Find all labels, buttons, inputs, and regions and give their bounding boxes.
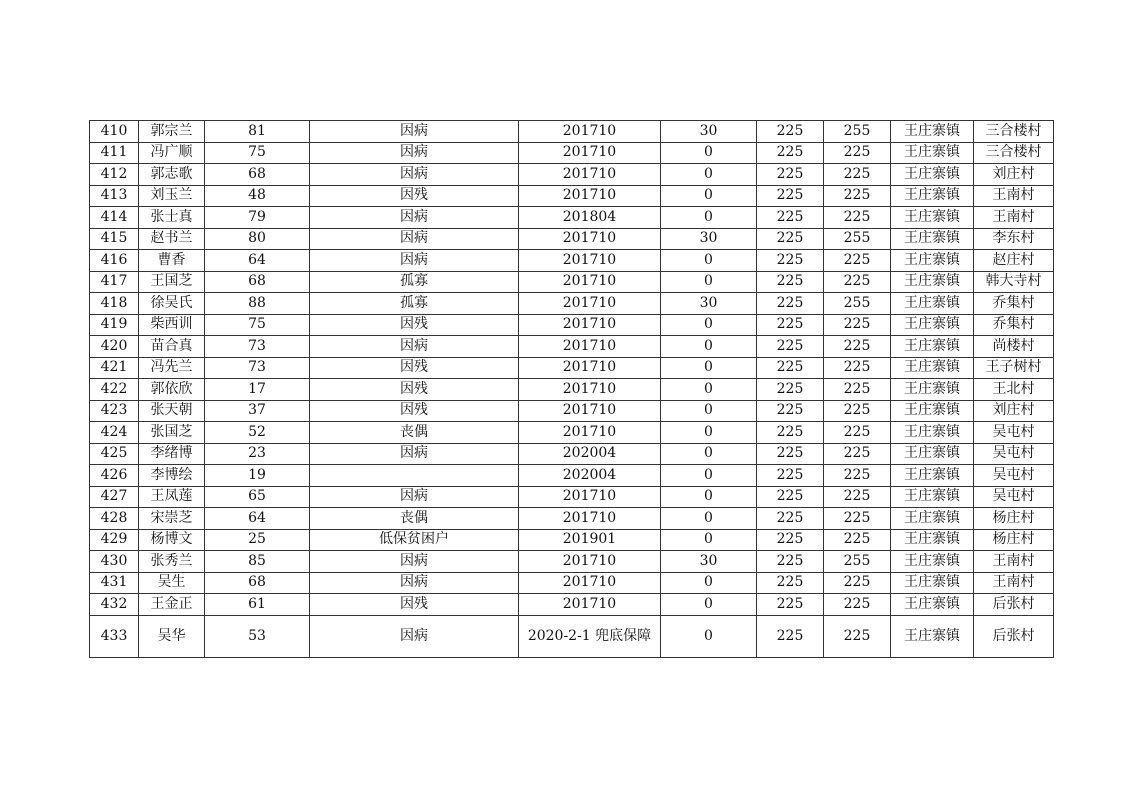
reason-cell: 丧偶 [310, 422, 519, 444]
reason-cell: 因病 [310, 142, 519, 164]
table-row [90, 121, 1054, 143]
total-amount-cell: 225 [824, 465, 891, 487]
age-cell: 17 [205, 379, 310, 401]
total-amount-cell: 225 [824, 594, 891, 616]
base-amount-cell: 225 [757, 293, 824, 315]
total-amount-cell: 225 [824, 250, 891, 272]
age-cell: 75 [205, 314, 310, 336]
date-cell: 201804 [519, 207, 661, 229]
row-number: 424 [90, 422, 139, 444]
extra-amount-cell: 0 [661, 142, 757, 164]
age-cell: 64 [205, 508, 310, 530]
reason-cell: 因残 [310, 314, 519, 336]
age-cell: 68 [205, 271, 310, 293]
extra-amount-cell: 0 [661, 164, 757, 186]
name-cell: 曹香 [139, 250, 205, 272]
name-cell: 苗合真 [139, 336, 205, 358]
total-amount-cell: 225 [824, 314, 891, 336]
date-cell: 201710 [519, 164, 661, 186]
row-number: 418 [90, 293, 139, 315]
age-cell: 52 [205, 422, 310, 444]
town-cell: 王庄寨镇 [891, 572, 974, 594]
name-cell: 徐吴氏 [139, 293, 205, 315]
table-row [90, 443, 1054, 465]
age-cell: 68 [205, 572, 310, 594]
age-cell: 65 [205, 486, 310, 508]
age-cell: 25 [205, 529, 310, 551]
base-amount-cell: 225 [757, 207, 824, 229]
village-cell: 王南村 [974, 207, 1054, 229]
base-amount-cell: 225 [757, 314, 824, 336]
base-amount-cell: 225 [757, 379, 824, 401]
records-table [89, 120, 1054, 658]
name-cell: 柴西训 [139, 314, 205, 336]
row-number: 431 [90, 572, 139, 594]
row-number: 427 [90, 486, 139, 508]
age-cell: 53 [205, 615, 310, 657]
total-amount-cell: 225 [824, 400, 891, 422]
extra-amount-cell: 0 [661, 465, 757, 487]
reason-cell: 因病 [310, 336, 519, 358]
total-amount-cell: 225 [824, 336, 891, 358]
age-cell: 19 [205, 465, 310, 487]
date-cell: 201710 [519, 508, 661, 530]
date-cell: 202004 [519, 443, 661, 465]
village-cell: 王子树村 [974, 357, 1054, 379]
table-body [90, 121, 1054, 658]
town-cell: 王庄寨镇 [891, 615, 974, 657]
town-cell: 王庄寨镇 [891, 551, 974, 573]
age-cell: 61 [205, 594, 310, 616]
total-amount-cell: 225 [824, 422, 891, 444]
table-row [90, 594, 1054, 616]
reason-cell: 因病 [310, 228, 519, 250]
village-cell: 吴屯村 [974, 443, 1054, 465]
reason-cell: 因病 [310, 164, 519, 186]
date-cell: 201710 [519, 314, 661, 336]
village-cell: 王北村 [974, 379, 1054, 401]
table-row [90, 185, 1054, 207]
date-cell: 201710 [519, 250, 661, 272]
reason-cell: 因病 [310, 250, 519, 272]
table-row [90, 293, 1054, 315]
base-amount-cell: 225 [757, 594, 824, 616]
name-cell: 冯先兰 [139, 357, 205, 379]
total-amount-cell: 225 [824, 615, 891, 657]
table-row [90, 357, 1054, 379]
town-cell: 王庄寨镇 [891, 185, 974, 207]
row-number: 432 [90, 594, 139, 616]
base-amount-cell: 225 [757, 529, 824, 551]
total-amount-cell: 225 [824, 508, 891, 530]
extra-amount-cell: 0 [661, 572, 757, 594]
town-cell: 王庄寨镇 [891, 529, 974, 551]
age-cell: 73 [205, 357, 310, 379]
base-amount-cell: 225 [757, 250, 824, 272]
table-row [90, 486, 1054, 508]
town-cell: 王庄寨镇 [891, 164, 974, 186]
row-number: 422 [90, 379, 139, 401]
extra-amount-cell: 0 [661, 422, 757, 444]
name-cell: 郭宗兰 [139, 121, 205, 143]
date-cell: 201710 [519, 271, 661, 293]
village-cell: 王南村 [974, 551, 1054, 573]
town-cell: 王庄寨镇 [891, 336, 974, 358]
name-cell: 杨博文 [139, 529, 205, 551]
base-amount-cell: 225 [757, 465, 824, 487]
total-amount-cell: 225 [824, 164, 891, 186]
town-cell: 王庄寨镇 [891, 250, 974, 272]
base-amount-cell: 225 [757, 486, 824, 508]
date-cell: 201710 [519, 551, 661, 573]
reason-cell: 因病 [310, 572, 519, 594]
total-amount-cell: 225 [824, 572, 891, 594]
town-cell: 王庄寨镇 [891, 271, 974, 293]
reason-cell: 低保贫困户 [310, 529, 519, 551]
reason-cell: 因残 [310, 185, 519, 207]
base-amount-cell: 225 [757, 121, 824, 143]
row-number: 430 [90, 551, 139, 573]
town-cell: 王庄寨镇 [891, 357, 974, 379]
town-cell: 王庄寨镇 [891, 400, 974, 422]
town-cell: 王庄寨镇 [891, 207, 974, 229]
row-number: 423 [90, 400, 139, 422]
reason-cell: 因病 [310, 615, 519, 657]
name-cell: 张天朝 [139, 400, 205, 422]
reason-cell: 孤寡 [310, 271, 519, 293]
town-cell: 王庄寨镇 [891, 508, 974, 530]
date-cell: 201710 [519, 422, 661, 444]
row-number: 414 [90, 207, 139, 229]
base-amount-cell: 225 [757, 443, 824, 465]
row-number: 411 [90, 142, 139, 164]
name-cell: 宋崇芝 [139, 508, 205, 530]
town-cell: 王庄寨镇 [891, 443, 974, 465]
date-cell: 201710 [519, 142, 661, 164]
town-cell: 王庄寨镇 [891, 486, 974, 508]
base-amount-cell: 225 [757, 551, 824, 573]
table-row [90, 164, 1054, 186]
extra-amount-cell: 0 [661, 379, 757, 401]
total-amount-cell: 255 [824, 228, 891, 250]
reason-cell: 丧偶 [310, 508, 519, 530]
name-cell: 王国芝 [139, 271, 205, 293]
extra-amount-cell: 0 [661, 400, 757, 422]
extra-amount-cell: 0 [661, 271, 757, 293]
extra-amount-cell: 0 [661, 615, 757, 657]
age-cell: 23 [205, 443, 310, 465]
village-cell: 尚楼村 [974, 336, 1054, 358]
age-cell: 64 [205, 250, 310, 272]
village-cell: 杨庄村 [974, 508, 1054, 530]
village-cell: 乔集村 [974, 314, 1054, 336]
total-amount-cell: 225 [824, 443, 891, 465]
base-amount-cell: 225 [757, 185, 824, 207]
base-amount-cell: 225 [757, 336, 824, 358]
reason-cell: 因残 [310, 400, 519, 422]
age-cell: 48 [205, 185, 310, 207]
total-amount-cell: 255 [824, 121, 891, 143]
date-cell: 201710 [519, 228, 661, 250]
base-amount-cell: 225 [757, 357, 824, 379]
extra-amount-cell: 0 [661, 594, 757, 616]
base-amount-cell: 225 [757, 615, 824, 657]
date-cell: 2020-2-1 兜底保障 [519, 615, 661, 657]
name-cell: 王金正 [139, 594, 205, 616]
village-cell: 赵庄村 [974, 250, 1054, 272]
name-cell: 李博绘 [139, 465, 205, 487]
base-amount-cell: 225 [757, 508, 824, 530]
extra-amount-cell: 0 [661, 486, 757, 508]
reason-cell: 因残 [310, 594, 519, 616]
table-row [90, 142, 1054, 164]
table-row [90, 572, 1054, 594]
extra-amount-cell: 0 [661, 357, 757, 379]
table-row [90, 336, 1054, 358]
row-number: 415 [90, 228, 139, 250]
town-cell: 王庄寨镇 [891, 314, 974, 336]
row-number: 429 [90, 529, 139, 551]
extra-amount-cell: 0 [661, 250, 757, 272]
row-number: 412 [90, 164, 139, 186]
date-cell: 201710 [519, 185, 661, 207]
age-cell: 81 [205, 121, 310, 143]
name-cell: 刘玉兰 [139, 185, 205, 207]
reason-cell: 因残 [310, 379, 519, 401]
reason-cell: 孤寡 [310, 293, 519, 315]
reason-cell: 因病 [310, 207, 519, 229]
total-amount-cell: 225 [824, 142, 891, 164]
base-amount-cell: 225 [757, 422, 824, 444]
village-cell: 吴屯村 [974, 422, 1054, 444]
reason-cell: 因病 [310, 443, 519, 465]
total-amount-cell: 225 [824, 379, 891, 401]
extra-amount-cell: 0 [661, 207, 757, 229]
row-number: 426 [90, 465, 139, 487]
age-cell: 80 [205, 228, 310, 250]
town-cell: 王庄寨镇 [891, 379, 974, 401]
town-cell: 王庄寨镇 [891, 142, 974, 164]
extra-amount-cell: 0 [661, 508, 757, 530]
village-cell: 三合楼村 [974, 121, 1054, 143]
village-cell: 后张村 [974, 615, 1054, 657]
village-cell: 吴屯村 [974, 465, 1054, 487]
name-cell: 吴华 [139, 615, 205, 657]
date-cell: 201710 [519, 594, 661, 616]
table-row [90, 508, 1054, 530]
name-cell: 李绪博 [139, 443, 205, 465]
name-cell: 张秀兰 [139, 551, 205, 573]
age-cell: 79 [205, 207, 310, 229]
age-cell: 37 [205, 400, 310, 422]
reason-cell: 因病 [310, 121, 519, 143]
table-row [90, 379, 1054, 401]
extra-amount-cell: 0 [661, 443, 757, 465]
table-row [90, 465, 1054, 487]
total-amount-cell: 225 [824, 357, 891, 379]
total-amount-cell: 225 [824, 185, 891, 207]
age-cell: 75 [205, 142, 310, 164]
extra-amount-cell: 30 [661, 551, 757, 573]
village-cell: 王南村 [974, 185, 1054, 207]
reason-cell: 因残 [310, 357, 519, 379]
date-cell: 202004 [519, 465, 661, 487]
date-cell: 201710 [519, 293, 661, 315]
town-cell: 王庄寨镇 [891, 121, 974, 143]
village-cell: 刘庄村 [974, 400, 1054, 422]
reason-cell: 因病 [310, 486, 519, 508]
table-row [90, 314, 1054, 336]
row-number: 419 [90, 314, 139, 336]
date-cell: 201710 [519, 379, 661, 401]
base-amount-cell: 225 [757, 228, 824, 250]
table-row [90, 228, 1054, 250]
name-cell: 冯广顺 [139, 142, 205, 164]
table-row [90, 207, 1054, 229]
age-cell: 68 [205, 164, 310, 186]
table-row [90, 271, 1054, 293]
total-amount-cell: 255 [824, 293, 891, 315]
row-number: 433 [90, 615, 139, 657]
village-cell: 李东村 [974, 228, 1054, 250]
table-row [90, 250, 1054, 272]
name-cell: 赵书兰 [139, 228, 205, 250]
row-number: 421 [90, 357, 139, 379]
town-cell: 王庄寨镇 [891, 422, 974, 444]
base-amount-cell: 225 [757, 572, 824, 594]
age-cell: 73 [205, 336, 310, 358]
date-cell: 201901 [519, 529, 661, 551]
date-cell: 201710 [519, 121, 661, 143]
total-amount-cell: 225 [824, 486, 891, 508]
village-cell: 乔集村 [974, 293, 1054, 315]
extra-amount-cell: 0 [661, 529, 757, 551]
village-cell: 韩大寺村 [974, 271, 1054, 293]
base-amount-cell: 225 [757, 164, 824, 186]
row-number: 425 [90, 443, 139, 465]
village-cell: 三合楼村 [974, 142, 1054, 164]
name-cell: 郭志歌 [139, 164, 205, 186]
village-cell: 后张村 [974, 594, 1054, 616]
row-number: 417 [90, 271, 139, 293]
age-cell: 88 [205, 293, 310, 315]
base-amount-cell: 225 [757, 142, 824, 164]
reason-cell: 因病 [310, 551, 519, 573]
base-amount-cell: 225 [757, 271, 824, 293]
extra-amount-cell: 0 [661, 314, 757, 336]
date-cell: 201710 [519, 400, 661, 422]
row-number: 420 [90, 336, 139, 358]
extra-amount-cell: 0 [661, 336, 757, 358]
row-number: 428 [90, 508, 139, 530]
table-row [90, 529, 1054, 551]
name-cell: 张士真 [139, 207, 205, 229]
table-row [90, 551, 1054, 573]
age-cell: 85 [205, 551, 310, 573]
total-amount-cell: 225 [824, 529, 891, 551]
date-cell: 201710 [519, 336, 661, 358]
town-cell: 王庄寨镇 [891, 293, 974, 315]
date-cell: 201710 [519, 486, 661, 508]
town-cell: 王庄寨镇 [891, 465, 974, 487]
row-number: 413 [90, 185, 139, 207]
total-amount-cell: 225 [824, 271, 891, 293]
village-cell: 王南村 [974, 572, 1054, 594]
row-number: 416 [90, 250, 139, 272]
name-cell: 张国芝 [139, 422, 205, 444]
extra-amount-cell: 30 [661, 293, 757, 315]
village-cell: 刘庄村 [974, 164, 1054, 186]
name-cell: 郭依欣 [139, 379, 205, 401]
town-cell: 王庄寨镇 [891, 228, 974, 250]
reason-cell [310, 465, 519, 487]
row-number: 410 [90, 121, 139, 143]
name-cell: 王凤莲 [139, 486, 205, 508]
date-cell: 201710 [519, 572, 661, 594]
table-row [90, 615, 1054, 657]
village-cell: 杨庄村 [974, 529, 1054, 551]
name-cell: 吴生 [139, 572, 205, 594]
extra-amount-cell: 0 [661, 185, 757, 207]
town-cell: 王庄寨镇 [891, 594, 974, 616]
total-amount-cell: 225 [824, 207, 891, 229]
table-row [90, 400, 1054, 422]
date-cell: 201710 [519, 357, 661, 379]
extra-amount-cell: 30 [661, 121, 757, 143]
extra-amount-cell: 30 [661, 228, 757, 250]
total-amount-cell: 255 [824, 551, 891, 573]
table-row [90, 422, 1054, 444]
village-cell: 吴屯村 [974, 486, 1054, 508]
base-amount-cell: 225 [757, 400, 824, 422]
